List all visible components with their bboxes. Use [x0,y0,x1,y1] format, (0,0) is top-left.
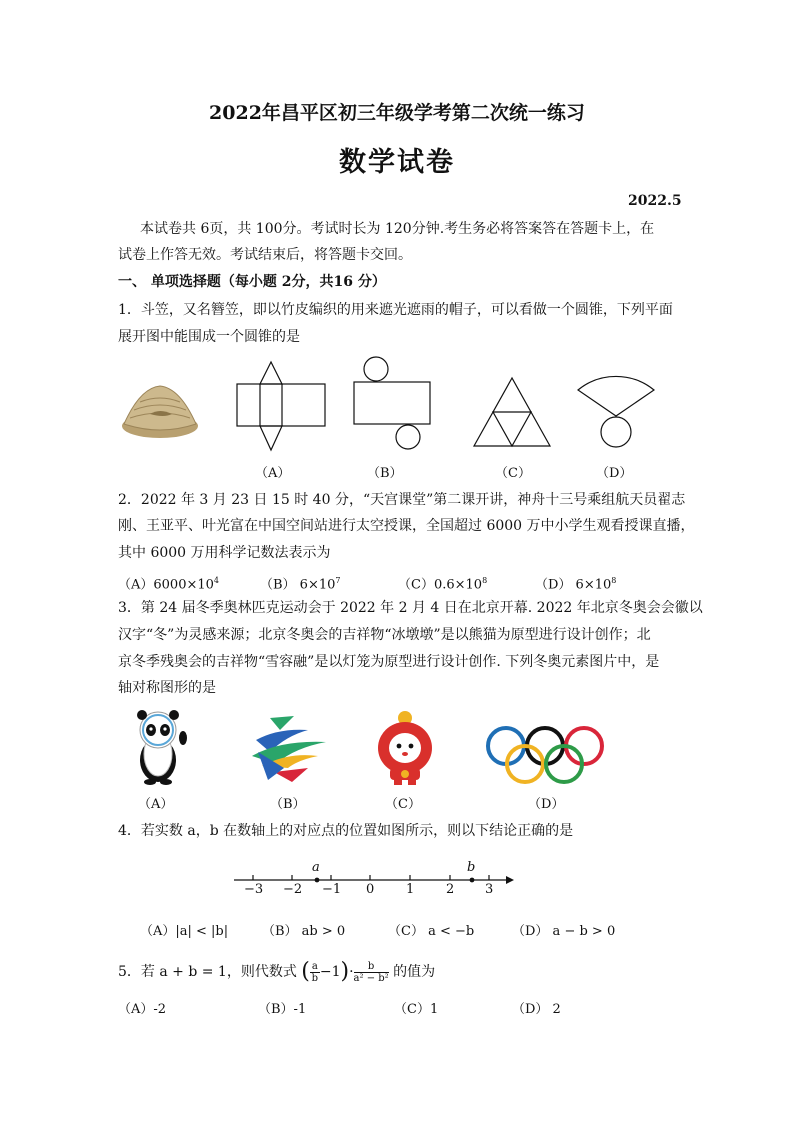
q3-line-3: 京冬季残奥会的吉祥物“雪容融”是以灯笼为原型进行设计创作. 下列冬奥元素图片中，是 [118,654,660,670]
intro-line-2: 试卷上作答无效。考试结束后，将答题卡交回。 [118,247,412,263]
option-d-cone-net [576,372,656,452]
subject-title: 数学试卷 [339,147,455,178]
q1-option-b-label: （B） [367,466,403,481]
q3-line-1: 3．第 24 届冬季奥林匹克运动会于 2022 年 2 月 4 日在北京开幕. 2022 年北京冬奥会会徽以 [118,600,703,616]
exam-date: 2022.5 [628,193,682,209]
q4-option-d: （D） a − b > 0 [512,924,616,939]
q1-option-d-label: （D） [596,466,633,481]
q2-line-3: 其中 6000 万用科学记数法表示为 [118,545,331,561]
q2-line-2: 刚、王亚平、叶光富在中国空间站进行太空授课，全国超过 6000 万中小学生观看授课直播， [118,518,695,534]
q4-option-c: （C） a < −b [388,924,475,939]
option-c-tetrahedron-net [472,376,554,450]
q4-line-1: 4．若实数 a，b 在数轴上的对应点的位置如图所示，则以下结论正确的是 [118,823,574,839]
q5-option-a: （A）-2 [118,1002,167,1017]
q2-option-b: （B） $6\times 10^7$ [260,576,341,593]
q5-option-c: （C）1 [394,1002,439,1017]
q1-option-c-label: （C） [495,466,531,481]
section-heading: 一、 单项选择题（每小题 2分，共16 分） [118,274,386,290]
q2-option-a: $(A)6000\times 10^4$ [118,576,220,593]
intro-line-1: 本试卷共 6页，共 100分。考试时长为 120分钟.考生务必将答案答在答题卡上，在 [140,221,655,237]
q5-fraction-a-over-b: $\frac{a}{b}$ [311,960,319,984]
shuey-rhon-rhon-image [372,710,438,786]
q3-option-a-label: （A） [138,797,174,812]
tick-label-minus1: −1 [322,882,342,897]
olympic-rings-image [484,724,606,784]
q5-option-d: （D） 2 [512,1002,561,1017]
number-line [230,858,520,900]
tick-label-0: 0 [366,882,375,897]
q5-stem: 5．若 a + b = 1，则代数式 ( $\frac{a}{b}$ −1)· $\frac{b}{\text{a² − b²}}$ 的值为 [118,959,436,984]
q3-line-2: 汉字“冬”为灵感来源；北京冬奥会的吉祥物“冰墩墩”是以熊猫为原型进行设计创作；北 [118,627,651,643]
bing-dwen-dwen-image [128,708,188,786]
tick-label-3: 3 [485,882,494,897]
tick-label-1: 1 [406,882,415,897]
point-b-label: b [467,860,476,875]
q2-line-1: 2．2022 年 3 月 23 日 15 时 40 分，“天宫课堂”第二课开讲，神舟十三号乘组航天员翟志 [118,492,686,508]
winter-olympics-emblem-image [248,712,330,784]
bamboo-hat-image [120,378,200,448]
q1-line-1: 1．斗笠，又名簪笠，即以竹皮编织的用来遮光遮雨的帽子，可以看做一个圆锥，下列平面 [118,302,673,318]
point-a-label: a [312,860,320,875]
tick-label-minus3: −3 [244,882,264,897]
q1-option-a-label: （A） [255,466,291,481]
q2-option-d: （D） $6\times 10^8$ [535,576,617,593]
option-a-prism-net [235,362,327,454]
q4-option-a: （A）|a| < |b| [140,924,229,939]
q5-option-b: （B）-1 [258,1002,307,1017]
q3-option-d-label: （D） [528,797,565,812]
q5-fraction-b-over-diff: $\frac{b}{\text{a² − b²}}$ [353,960,389,984]
tick-label-minus2: −2 [283,882,303,897]
q3-option-b-label: （B） [270,797,306,812]
tick-label-2: 2 [446,882,455,897]
exam-title: 2022年昌平区初三年级学考第二次统一练习 [209,102,585,124]
q3-line-4: 轴对称图形的是 [118,680,216,696]
q4-option-b: （B） ab > 0 [262,924,346,939]
q3-option-c-label: （C） [385,797,421,812]
option-b-cylinder-net [352,356,432,452]
q2-option-c: $(C)0.6\times 10^8$ [398,576,488,593]
q1-line-2: 展开图中能围成一个圆锥的是 [118,329,300,345]
